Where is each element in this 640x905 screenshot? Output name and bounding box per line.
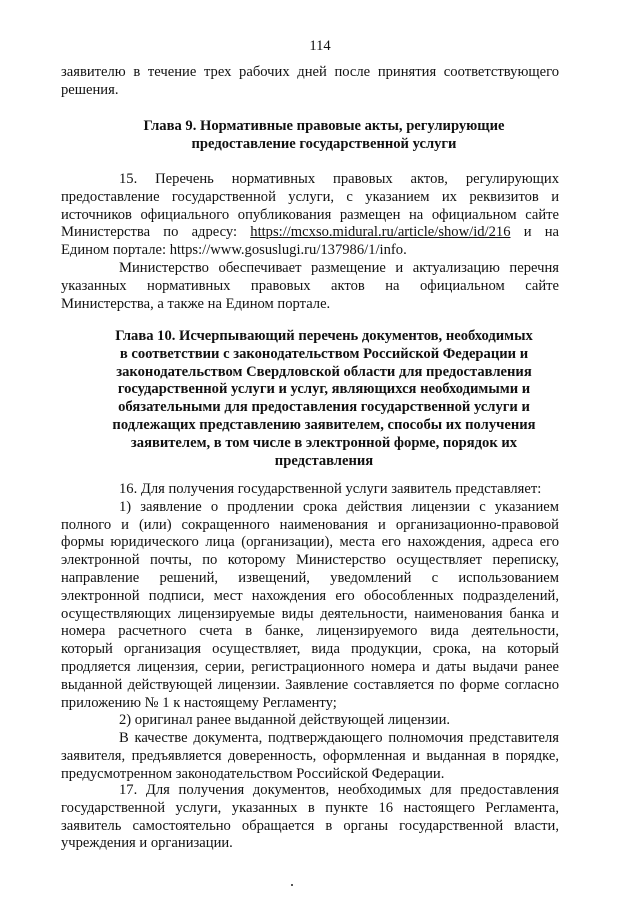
- text-line: осуществляющих лицензируемые виды деятельности, наименования банка и: [61, 605, 559, 622]
- text-line: формы юридического лица (организации), места его нахождения, адреса его: [61, 534, 559, 551]
- text-line: Министерства, а также на Едином портале.: [61, 295, 331, 312]
- text-line: источников официального опубликования размещен на официальном сайте: [61, 206, 559, 223]
- heading-line: представления: [274, 452, 374, 469]
- heading-line: подлежащих представлению заявителем, способы их получения: [112, 416, 536, 433]
- paragraph-16: [61, 481, 559, 784]
- text-span: и на: [510, 224, 559, 241]
- text-line: предоставление государственной услуги, с указанием их реквизитов и: [61, 188, 559, 205]
- text-line: направление решений, извещений, уведомлений с использованием: [61, 569, 559, 586]
- text-line: 1) заявление о продлении срока действия лицензии с указанием: [119, 498, 559, 515]
- intro-tail-paragraph: [61, 64, 559, 100]
- text-line: полного и (или) сокращенного наименования и организационно-правовой: [61, 516, 559, 533]
- text-line: [61, 224, 559, 242]
- text-line: 15. Перечень нормативных правовых актов, регулирующих: [119, 171, 559, 187]
- text-line: приложению № 1 к настоящему Регламенту;: [61, 694, 337, 711]
- paragraph-17: [61, 782, 559, 853]
- text-line: В качестве документа, подтверждающего полномочия представителя: [119, 730, 559, 747]
- text-line: государственной услуги, указанных в пункте 16 настоящего Регламента,: [61, 799, 559, 816]
- heading-line: Глава 9. Нормативные правовые акты, регулирующие: [143, 118, 505, 134]
- text-line: электронной почты, по которому Министерство осуществляет переписку,: [61, 552, 559, 569]
- text-line: Едином портале: https://www.gosuslugi.ru/137986/1/info.: [61, 242, 407, 259]
- heading-line: обязательными для предоставления государственной услуги и: [118, 399, 530, 416]
- text-line: Министерство обеспечивает размещение и актуализацию перечня: [119, 260, 559, 276]
- text-line: предусмотренном законодательством Российской Федерации.: [61, 765, 445, 782]
- text-line: номера расчетного счета в банке, лицензируемого вида деятельности,: [61, 623, 559, 640]
- heading-line: государственной услуги и услуг, являющихся необходимыми и: [117, 381, 531, 398]
- text-line: указанных нормативных правовых актов на официальном сайте: [61, 277, 559, 294]
- text-line: 17. Для получения документов, необходимых для предоставления: [119, 782, 559, 798]
- heading-line: Глава 10. Исчерпывающий перечень документов, необходимых: [115, 328, 533, 344]
- heading-line: заявителем, в том числе в электронной форме, порядок их: [130, 434, 518, 451]
- heading-line: законодательством Свердловской области для предоставления: [116, 363, 532, 380]
- text-line: 2) оригинал ранее выданной действующей лицензии.: [119, 712, 451, 729]
- paragraph-15: [61, 171, 559, 260]
- text-line: продляется лицензия, серии, регистрационного номера и даты выдачи ранее: [61, 658, 559, 675]
- heading-line: в соответствии с законодательством Российской Федерации и: [119, 345, 529, 362]
- text-line: выданной действующей лицензии. Заявление составляется по форме согласно: [61, 676, 559, 693]
- chapter-10-heading: [75, 328, 573, 470]
- scan-artifact-dot: [291, 884, 293, 886]
- page-number: 114: [309, 38, 331, 54]
- text-line: заявителя, предъявляется доверенность, оформленная и выданная в порядке,: [61, 747, 559, 764]
- heading-line: предоставление государственной услуги: [191, 135, 457, 152]
- text-line: учреждения и организации.: [61, 835, 233, 852]
- ministry-website-link[interactable]: https://mcxso.midural.ru/article/show/id/216: [250, 224, 511, 241]
- paragraph-15-continued: [61, 260, 559, 313]
- text-span: Министерства по адресу:: [61, 224, 251, 241]
- text-line: решения.: [61, 81, 119, 98]
- text-line: электронной подписи, мест нахождения его обособленных подразделений,: [61, 587, 559, 604]
- text-line: 16. Для получения государственной услуги заявитель представляет:: [119, 481, 542, 497]
- chapter-9-heading: [75, 118, 573, 154]
- text-line: заявителю в течение трех рабочих дней после принятия соответствующего: [61, 64, 559, 80]
- text-line: заявитель самостоятельно обращается в органы государственной власти,: [61, 817, 559, 834]
- text-line: который организация осуществляет, вида продукции, срока, на который: [61, 641, 559, 658]
